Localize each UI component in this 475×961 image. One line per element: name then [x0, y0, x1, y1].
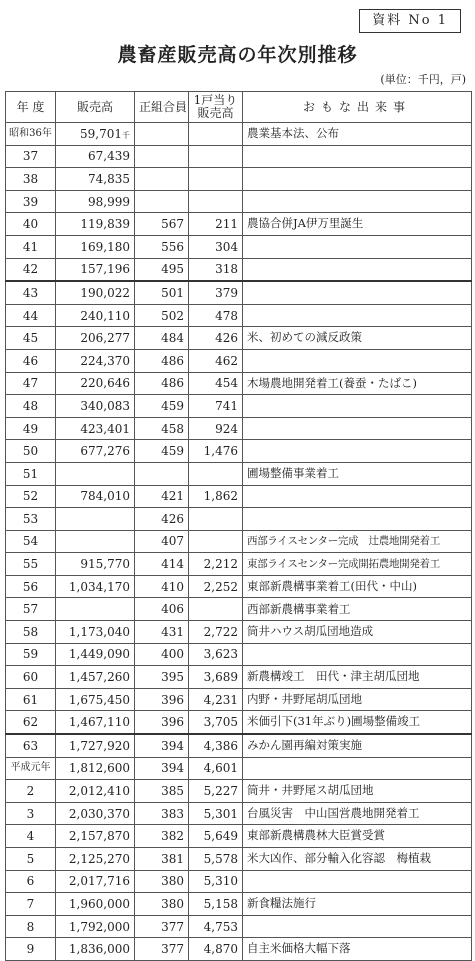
table-row [6, 893, 472, 916]
page-title: 農畜産販売高の年次別推移 [117, 44, 358, 66]
cell-sales-value: 2,030,370 [68, 806, 130, 821]
table-row [6, 643, 472, 666]
cell-members: 406 [135, 598, 189, 621]
cell-per-household-sales [189, 508, 243, 531]
cell-event: 自主米価格大幅下落 [243, 938, 472, 961]
cell-members: 556 [135, 235, 189, 258]
cell-sales [56, 553, 135, 576]
cell-sales-value: 915,770 [80, 557, 130, 572]
cell-per-household-sales: 4,753 [189, 915, 243, 938]
table-row [6, 168, 472, 191]
cell-per-household-sales: 924 [189, 417, 243, 440]
cell-sales-value: 220,646 [80, 376, 130, 391]
table-row [6, 575, 472, 598]
cell-year: 5 [6, 848, 56, 871]
cell-members: 385 [135, 780, 189, 803]
table-row [6, 802, 472, 825]
cell-per-household-sales: 379 [189, 281, 243, 304]
table-row [6, 757, 472, 780]
cell-event: 筒井ハウス胡瓜団地造成 [243, 621, 472, 644]
cell-members [135, 123, 189, 146]
cell-sales [56, 327, 135, 350]
cell-members: 426 [135, 508, 189, 531]
cell-per-household-sales: 211 [189, 213, 243, 236]
cell-per-household-sales: 1,476 [189, 440, 243, 463]
cell-members: 421 [135, 485, 189, 508]
table-row [6, 734, 472, 757]
cell-year: 39 [6, 190, 56, 213]
table-row [6, 621, 472, 644]
cell-event: みかん園再編対策実施 [243, 734, 472, 757]
cell-per-household-sales: 2,722 [189, 621, 243, 644]
table-row [6, 825, 472, 848]
cell-per-household-sales [189, 462, 243, 485]
cell-members: 459 [135, 440, 189, 463]
cell-members: 380 [135, 870, 189, 893]
cell-members: 377 [135, 915, 189, 938]
cell-sales-value: 340,083 [80, 398, 130, 413]
cell-sales [56, 757, 135, 780]
cell-sales [56, 893, 135, 916]
cell-members: 484 [135, 327, 189, 350]
cell-year: 54 [6, 530, 56, 553]
cell-members: 394 [135, 734, 189, 757]
cell-sales [56, 688, 135, 711]
cell-sales-value: 1,675,450 [68, 692, 130, 707]
cell-sales-value: 1,960,000 [68, 896, 130, 911]
cell-sales-value: 1,034,170 [68, 579, 130, 594]
cell-event: 東部ライスセンター完成開拓農地開発着工 [243, 553, 472, 576]
cell-members: 407 [135, 530, 189, 553]
cell-event [243, 304, 472, 327]
cell-per-household-sales: 5,578 [189, 848, 243, 871]
cell-event [243, 643, 472, 666]
cell-year: 61 [6, 688, 56, 711]
cell-year: 38 [6, 168, 56, 191]
cell-event [243, 757, 472, 780]
cell-sales [56, 825, 135, 848]
cell-year: 平成元年 [6, 757, 56, 780]
cell-members: 567 [135, 213, 189, 236]
cell-year: 51 [6, 462, 56, 485]
cell-per-household-sales: 478 [189, 304, 243, 327]
cell-members: 410 [135, 575, 189, 598]
cell-year: 42 [6, 258, 56, 281]
header-members: 正組合員 [135, 92, 189, 123]
table-row [6, 711, 472, 734]
cell-year: 63 [6, 734, 56, 757]
cell-event [243, 258, 472, 281]
cell-per-household-sales: 5,227 [189, 780, 243, 803]
cell-sales [56, 598, 135, 621]
cell-members [135, 145, 189, 168]
table-row [6, 213, 472, 236]
cell-sales-value: 74,835 [88, 171, 130, 186]
cell-year: 56 [6, 575, 56, 598]
cell-sales [56, 530, 135, 553]
cell-members: 377 [135, 938, 189, 961]
cell-year: 45 [6, 327, 56, 350]
table-row [6, 462, 472, 485]
table-row [6, 530, 472, 553]
cell-year: 58 [6, 621, 56, 644]
cell-sales-value: 1,836,000 [68, 942, 130, 957]
cell-event [243, 281, 472, 304]
cell-sales-value: 98,999 [88, 194, 130, 209]
cell-sales [56, 575, 135, 598]
cell-event [243, 440, 472, 463]
cell-year: 41 [6, 235, 56, 258]
cell-sales [56, 621, 135, 644]
cell-members: 486 [135, 349, 189, 372]
table-row [6, 915, 472, 938]
table-row [6, 258, 472, 281]
cell-sales [56, 870, 135, 893]
cell-event: 東部新農構農林大臣賞受賞 [243, 825, 472, 848]
table-row [6, 848, 472, 871]
cell-event: 台風災害 中山国営農地開発着工 [243, 802, 472, 825]
cell-year: 55 [6, 553, 56, 576]
cell-year: 7 [6, 893, 56, 916]
table-row [6, 485, 472, 508]
table-row [6, 508, 472, 531]
cell-event [243, 485, 472, 508]
cell-year: 2 [6, 780, 56, 803]
cell-event [243, 235, 472, 258]
table-row [6, 123, 472, 146]
cell-per-household-sales: 4,231 [189, 688, 243, 711]
cell-members: 381 [135, 848, 189, 871]
cell-members: 414 [135, 553, 189, 576]
cell-sales [56, 440, 135, 463]
cell-members: 501 [135, 281, 189, 304]
table-row [6, 666, 472, 689]
cell-sales-unit-suffix: 千 [122, 130, 130, 140]
cell-sales [56, 349, 135, 372]
cell-per-household-sales: 3,623 [189, 643, 243, 666]
cell-members: 380 [135, 893, 189, 916]
cell-sales-value: 169,180 [80, 239, 130, 254]
cell-per-household-sales: 1,862 [189, 485, 243, 508]
cell-year: 43 [6, 281, 56, 304]
cell-sales-value: 1,792,000 [68, 919, 130, 934]
cell-sales [56, 145, 135, 168]
cell-event [243, 915, 472, 938]
cell-sales [56, 304, 135, 327]
cell-sales-value: 2,012,410 [68, 784, 130, 799]
cell-event: 農業基本法、公布 [243, 123, 472, 146]
cell-sales-value: 784,010 [80, 489, 130, 504]
header-year: 年 度 [6, 92, 56, 123]
table-row [6, 304, 472, 327]
cell-year: 9 [6, 938, 56, 961]
cell-sales-value: 423,401 [80, 421, 130, 436]
unit-note: (単位：千円，戸) [380, 73, 466, 86]
cell-members [135, 462, 189, 485]
cell-members: 396 [135, 688, 189, 711]
header-sales: 販売高 [56, 92, 135, 123]
cell-year: 62 [6, 711, 56, 734]
cell-sales [56, 780, 135, 803]
cell-year: 59 [6, 643, 56, 666]
cell-sales [56, 281, 135, 304]
cell-sales [56, 258, 135, 281]
cell-year: 40 [6, 213, 56, 236]
cell-sales [56, 168, 135, 191]
cell-year: 52 [6, 485, 56, 508]
cell-sales-value: 677,276 [80, 444, 130, 459]
cell-event: 内野・井野尾胡瓜団地 [243, 688, 472, 711]
cell-sales-value: 1,449,090 [68, 647, 130, 662]
table-row [6, 145, 472, 168]
cell-per-household-sales [189, 168, 243, 191]
cell-sales-value: 67,439 [88, 149, 130, 164]
table-row [6, 938, 472, 961]
cell-event: 新農構竣工 田代・津主胡瓜団地 [243, 666, 472, 689]
table-body [6, 123, 472, 961]
cell-per-household-sales [189, 145, 243, 168]
cell-members: 431 [135, 621, 189, 644]
cell-members [135, 168, 189, 191]
cell-year: 60 [6, 666, 56, 689]
cell-sales-value: 1,727,920 [68, 738, 130, 753]
cell-year: 48 [6, 395, 56, 418]
cell-per-household-sales: 2,252 [189, 575, 243, 598]
cell-per-household-sales: 4,601 [189, 757, 243, 780]
cell-sales [56, 372, 135, 395]
cell-year: 57 [6, 598, 56, 621]
cell-event: 米価引下(31年ぶり)圃場整備竣工 [243, 711, 472, 734]
cell-year: 46 [6, 349, 56, 372]
cell-event [243, 168, 472, 191]
cell-event [243, 508, 472, 531]
cell-members: 458 [135, 417, 189, 440]
header-per-household-sales [189, 92, 243, 123]
cell-sales-value: 2,157,870 [68, 829, 130, 844]
cell-members: 400 [135, 643, 189, 666]
cell-per-household-sales: 741 [189, 395, 243, 418]
cell-per-household-sales: 304 [189, 235, 243, 258]
cell-year: 6 [6, 870, 56, 893]
table-row [6, 870, 472, 893]
cell-members: 396 [135, 711, 189, 734]
cell-sales [56, 123, 135, 146]
cell-sales-value: 59,701 [80, 126, 122, 141]
cell-per-household-sales: 318 [189, 258, 243, 281]
cell-year: 昭和36年 [6, 123, 56, 146]
cell-sales [56, 938, 135, 961]
cell-per-household-sales: 4,870 [189, 938, 243, 961]
cell-sales [56, 848, 135, 871]
cell-event [243, 349, 472, 372]
cell-sales [56, 915, 135, 938]
cell-event: 新食糧法施行 [243, 893, 472, 916]
cell-members [135, 190, 189, 213]
cell-year: 50 [6, 440, 56, 463]
table-row [6, 395, 472, 418]
cell-year: 37 [6, 145, 56, 168]
cell-members: 382 [135, 825, 189, 848]
cell-per-household-sales [189, 123, 243, 146]
cell-event [243, 870, 472, 893]
cell-per-household-sales [189, 598, 243, 621]
cell-event: 米大凶作、部分輸入化容認 梅植栽 [243, 848, 472, 871]
cell-per-household-sales [189, 530, 243, 553]
header-per-household-line1: 1戸当り [193, 93, 238, 108]
table-row [6, 349, 472, 372]
header-events: おもな出来事 [243, 92, 472, 123]
cell-year: 4 [6, 825, 56, 848]
cell-event [243, 145, 472, 168]
cell-members: 395 [135, 666, 189, 689]
table-row [6, 598, 472, 621]
cell-per-household-sales: 3,705 [189, 711, 243, 734]
table-row [6, 281, 472, 304]
cell-event: 筒井・井野尾ス胡瓜団地 [243, 780, 472, 803]
table-row [6, 780, 472, 803]
cell-sales-value: 240,110 [80, 308, 130, 323]
cell-event: 圃場整備事業着工 [243, 462, 472, 485]
cell-sales [56, 734, 135, 757]
cell-sales-value: 119,839 [80, 217, 130, 232]
table-row [6, 688, 472, 711]
cell-members: 394 [135, 757, 189, 780]
cell-event: 西部ライスセンター完成 辻農地開発着工 [243, 530, 472, 553]
cell-event: 東部新農構事業着工(田代・中山) [243, 575, 472, 598]
cell-event: 米、初めての減反政策 [243, 327, 472, 350]
cell-members: 459 [135, 395, 189, 418]
cell-members: 495 [135, 258, 189, 281]
cell-sales-value: 2,125,270 [68, 851, 130, 866]
document-number-label: 資料 No 1 [359, 9, 461, 33]
table-row [6, 190, 472, 213]
cell-sales [56, 508, 135, 531]
cell-sales [56, 235, 135, 258]
table-row [6, 440, 472, 463]
header-per-household-line2: 販売高 [197, 106, 234, 120]
cell-per-household-sales: 3,689 [189, 666, 243, 689]
cell-event [243, 190, 472, 213]
sales-history-table [5, 91, 472, 961]
cell-per-household-sales: 5,649 [189, 825, 243, 848]
cell-sales [56, 395, 135, 418]
cell-event: 農協合併JA伊万里誕生 [243, 213, 472, 236]
cell-sales [56, 666, 135, 689]
cell-members: 502 [135, 304, 189, 327]
cell-year: 44 [6, 304, 56, 327]
cell-members: 383 [135, 802, 189, 825]
cell-year: 49 [6, 417, 56, 440]
cell-members: 486 [135, 372, 189, 395]
cell-sales-value: 1,173,040 [68, 624, 130, 639]
table-header-row [6, 92, 472, 123]
cell-event: 西部新農構事業着工 [243, 598, 472, 621]
table-row [6, 372, 472, 395]
cell-sales [56, 417, 135, 440]
cell-event [243, 395, 472, 418]
cell-sales-value: 224,370 [80, 353, 130, 368]
table-row [6, 417, 472, 440]
cell-sales [56, 213, 135, 236]
cell-sales-value: 157,196 [80, 262, 130, 277]
table-row [6, 327, 472, 350]
cell-per-household-sales: 5,158 [189, 893, 243, 916]
table-row [6, 553, 472, 576]
cell-sales-value: 1,812,600 [68, 761, 130, 776]
cell-year: 8 [6, 915, 56, 938]
cell-per-household-sales: 4,386 [189, 734, 243, 757]
cell-year: 3 [6, 802, 56, 825]
cell-sales-value: 1,457,260 [68, 670, 130, 685]
cell-year: 53 [6, 508, 56, 531]
cell-per-household-sales: 5,301 [189, 802, 243, 825]
cell-sales-value: 206,277 [80, 331, 130, 346]
cell-per-household-sales: 454 [189, 372, 243, 395]
cell-sales-value: 2,017,716 [68, 874, 130, 889]
cell-sales [56, 485, 135, 508]
cell-sales-value: 1,467,110 [68, 715, 130, 730]
cell-per-household-sales [189, 190, 243, 213]
cell-per-household-sales: 2,212 [189, 553, 243, 576]
cell-year: 47 [6, 372, 56, 395]
table-row [6, 235, 472, 258]
cell-per-household-sales: 426 [189, 327, 243, 350]
cell-sales [56, 802, 135, 825]
cell-sales-value: 190,022 [80, 285, 130, 300]
cell-event: 木場農地開発着工(養蚕・たばこ) [243, 372, 472, 395]
cell-sales [56, 462, 135, 485]
cell-sales [56, 643, 135, 666]
cell-per-household-sales: 5,310 [189, 870, 243, 893]
cell-per-household-sales: 462 [189, 349, 243, 372]
cell-sales [56, 711, 135, 734]
cell-sales [56, 190, 135, 213]
cell-event [243, 417, 472, 440]
